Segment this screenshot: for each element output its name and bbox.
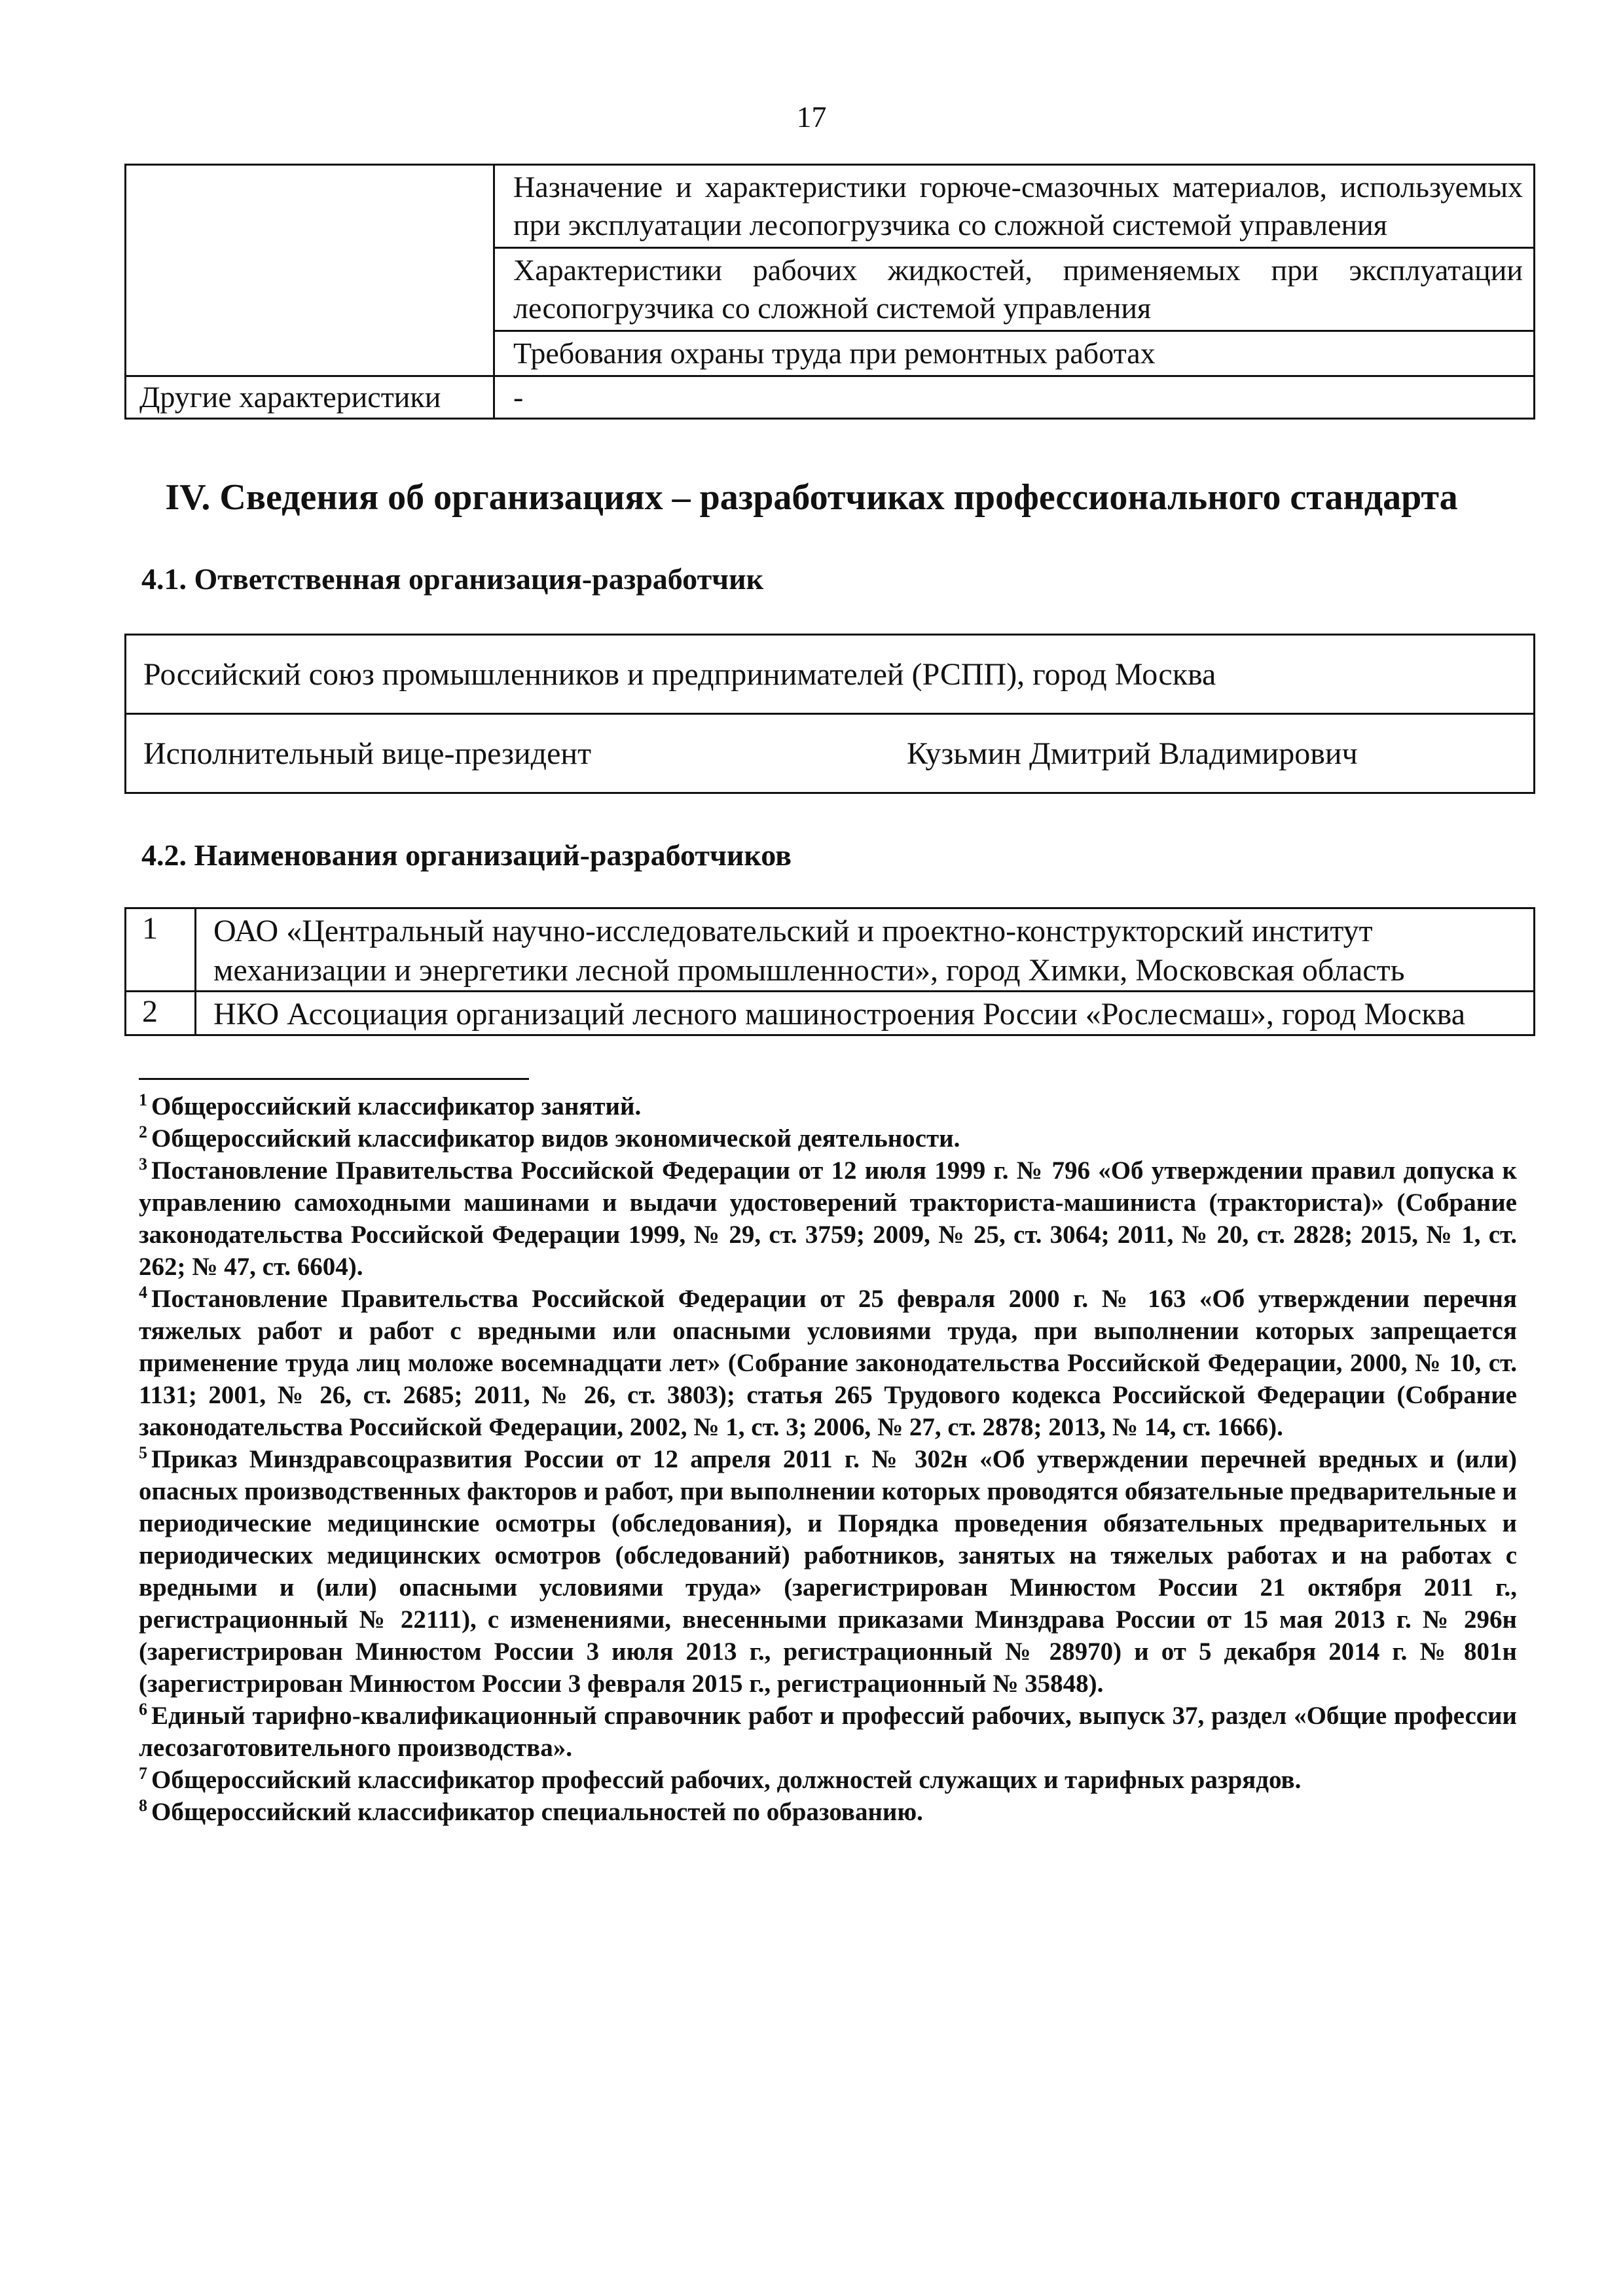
footnote (139, 1796, 1517, 1828)
position-title: Исполнительный вице-президент (126, 714, 881, 793)
characteristic-item: Характеристики рабочих жидкостей, применяемых при эксплуатации лесопогрузчика со сложной системой управления (494, 248, 1535, 331)
empty-label-cell (126, 165, 494, 376)
table-row (126, 714, 1535, 793)
footnote-text: Общероссийский классификатор специальностей по образованию. (151, 1798, 923, 1826)
characteristic-item: Требования охраны труда при ремонтных работах (494, 331, 1535, 376)
footnote-text: Общероссийский классификатор профессий рабочих, должностей служащих и тарифных разрядов. (151, 1766, 1302, 1794)
footnote (139, 1090, 1517, 1122)
footnote-number: 6 (139, 1700, 147, 1719)
footnote (139, 1155, 1517, 1283)
developers-heading: 4.2. Наименования организаций-разработчиков (141, 838, 792, 872)
table-row (126, 165, 1535, 248)
developers-table (124, 907, 1535, 1036)
footnote-text: Общероссийский классификатор занятий. (151, 1092, 642, 1121)
row-number: 2 (126, 992, 196, 1035)
other-characteristics-label: Другие характеристики (126, 376, 494, 419)
footnote-separator (139, 1078, 529, 1080)
other-characteristics-value: - (494, 376, 1535, 419)
footnote (139, 1283, 1517, 1443)
footnote-number: 1 (139, 1090, 147, 1109)
footnote-number: 4 (139, 1283, 147, 1302)
footnote-text: Постановление Правительства Российской Федерации от 12 июля 1999 г. № 796 «Об утверждении правил допуска к управлению самоходными машинами и выдачи удостоверений тракториста-машиниста (тракториста)» (Собрание законодательства Российской Федерации 1999, № 29, ст. 3759; 2009, № 25, ст. 3064; 2011, № 20, ст. 2828; 2015, № 1, ст. 262; № 47, ст. 6604). (139, 1157, 1517, 1281)
footnote-number: 2 (139, 1122, 147, 1141)
footnote-number: 8 (139, 1796, 147, 1815)
responsible-org-table (124, 634, 1535, 794)
footnotes (139, 1090, 1517, 1828)
developer-name: НКО Ассоциация организаций лесного машиностроения России «Рослесмаш», город Москва (196, 992, 1535, 1035)
footnote (139, 1122, 1517, 1155)
footnote-number: 5 (139, 1443, 147, 1462)
developer-name: ОАО «Центральный научно-исследовательский и проектно-конструкторский институт механизации и энергетики лесной промышленности», город Химки, Московская область (196, 908, 1535, 992)
responsible-org-heading: 4.1. Ответственная организация-разработчик (141, 562, 764, 596)
table-row (126, 992, 1535, 1035)
person-name: Кузьмин Дмитрий Владимирович (881, 714, 1535, 793)
table-row (126, 908, 1535, 992)
footnote (139, 1700, 1517, 1764)
footnote-text: Постановление Правительства Российской Федерации от 25 февраля 2000 г. № 163 «Об утверждении перечня тяжелых работ и работ с вредными или опасными условиями труда, при выполнении которых запрещается применение труда лиц моложе восемнадцати лет» (Собрание законодательства Российской Федерации, 2000, № 10, ст. 1131; 2001, № 26, ст. 2685; 2011, № 26, ст. 3803); статья 265 Трудового кодекса Российской Федерации (Собрание законодательства Российской Федерации, 2002, № 1, ст. 3; 2006, № 27, ст. 2878; 2013, № 14, ст. 1666). (139, 1285, 1517, 1441)
footnote-number: 7 (139, 1764, 147, 1783)
footnote (139, 1764, 1517, 1796)
row-number: 1 (126, 908, 196, 992)
characteristic-item: Назначение и характеристики горюче-смазочных материалов, используемых при эксплуатации лесопогрузчика со сложной системой управления (494, 165, 1535, 248)
footnote-text: Единый тарифно-квалификационный справочник работ и профессий рабочих, выпуск 37, раздел «Общие профессии лесозаготовительного производства». (139, 1702, 1517, 1762)
footnote-number: 3 (139, 1155, 147, 1174)
footnote-text: Приказ Минздравсоцразвития России от 12 апреля 2011 г. № 302н «Об утверждении перечней вредных и (или) опасных производственных факторов и работ, при выполнении которых проводятся обязательные предварительные и периодические медицинские осмотры (обследования), и Порядка проведения обязательных предварительных и периодических медицинских осмотров (обследований) работников, занятых на тяжелых работах и на работах с вредными и (или) опасными условиями труда» (зарегистрирован Минюстом России 21 октября 2011 г., регистрационный № 22111), с изменениями, внесенными приказами Минздрава России от 15 мая 2013 г. № 296н (зарегистрирован Минюстом России 3 июля 2013 г., регистрационный № 28970) и от 5 декабря 2014 г. № 801н (зарегистрирован Минюстом России 3 февраля 2015 г., регистрационный № 35848). (139, 1445, 1517, 1698)
table-row (126, 376, 1535, 419)
section-heading: IV. Сведения об организациях – разработчиках профессионального стандарта (165, 477, 1458, 518)
page-number: 17 (796, 100, 827, 134)
organization-name: Российский союз промышленников и предпринимателей (РСПП), город Москва (126, 635, 1535, 714)
table-row (126, 635, 1535, 714)
footnote (139, 1443, 1517, 1700)
characteristics-table (124, 164, 1535, 420)
footnote-text: Общероссийский классификатор видов экономической деятельности. (151, 1124, 960, 1153)
